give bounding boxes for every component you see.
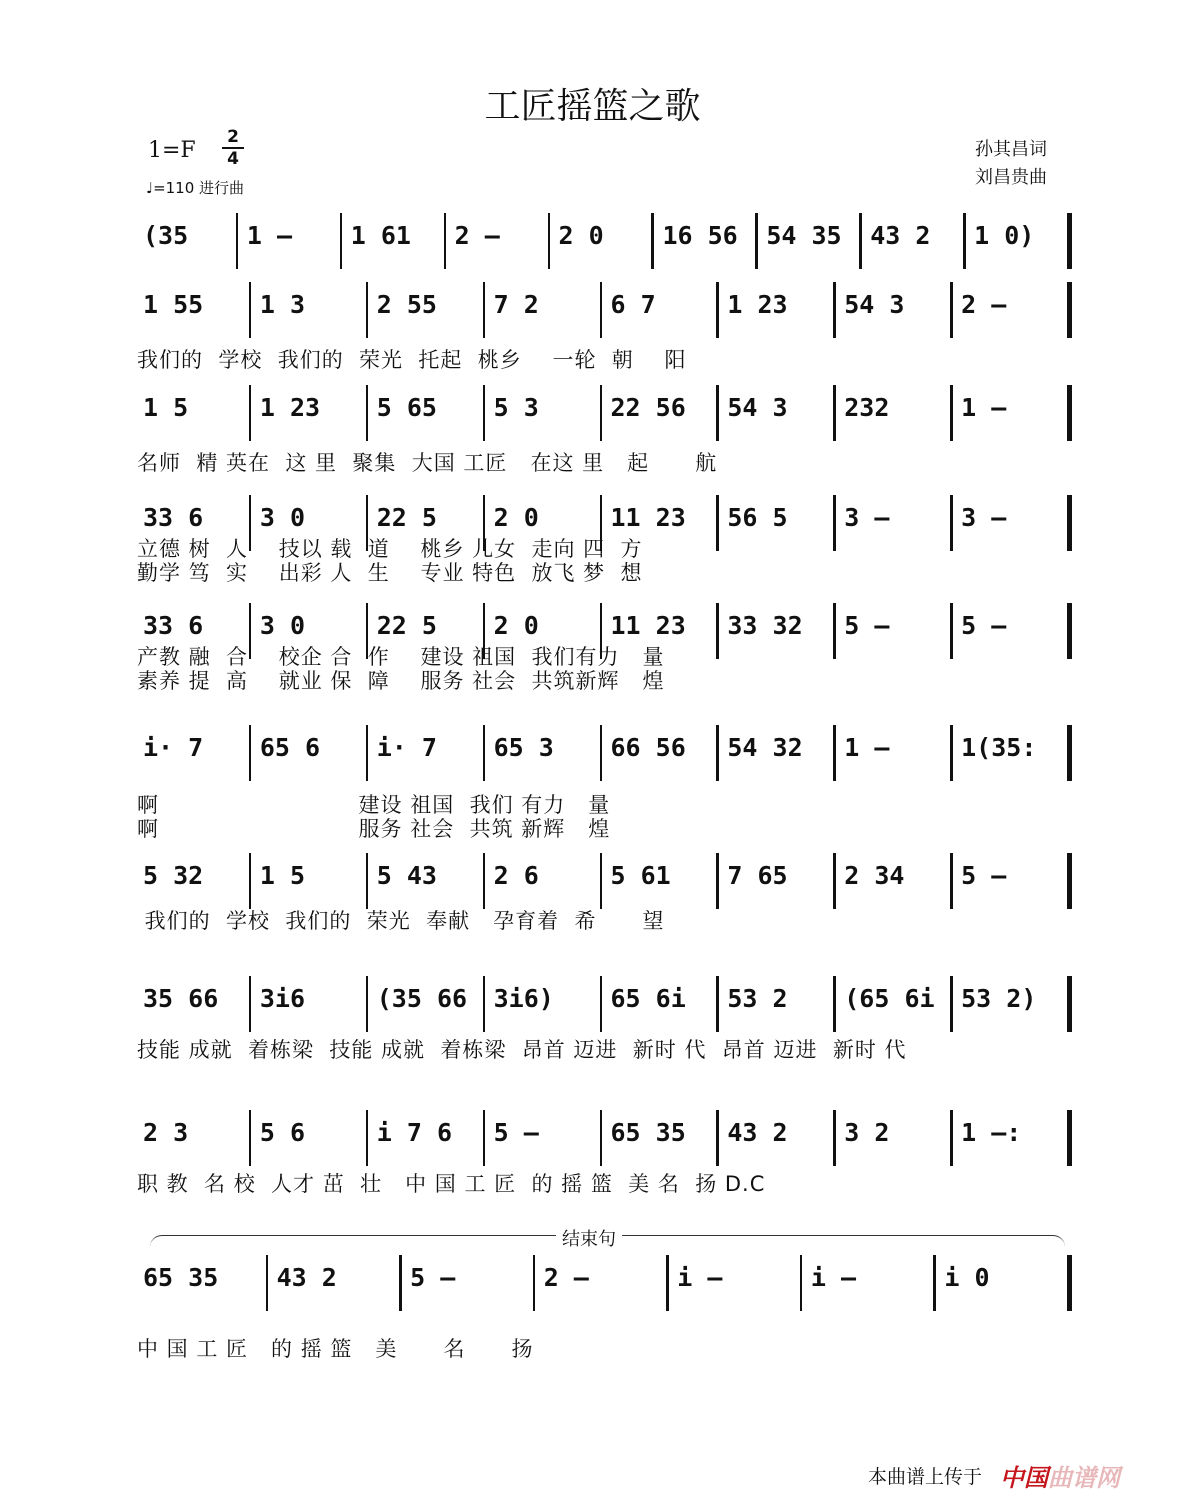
measure-notes: i 0	[944, 1263, 990, 1292]
final-barline	[1067, 853, 1072, 909]
measure-notes: 5 –	[961, 861, 1007, 890]
measure-notes: 1 55	[143, 290, 204, 319]
measure-notes: 1 5	[259, 861, 306, 890]
credits	[975, 136, 1047, 192]
barline	[600, 1110, 603, 1166]
measure-notes: 2 55	[376, 290, 437, 319]
barline	[833, 282, 836, 338]
barline	[340, 213, 343, 269]
barline	[716, 282, 719, 338]
measure-notes: 65 35	[143, 1263, 219, 1292]
barline	[963, 213, 966, 269]
measure-notes: 65 3	[493, 733, 554, 762]
barline	[833, 603, 836, 659]
measure-notes: 1 23	[259, 393, 321, 422]
barline	[366, 853, 369, 909]
measure-notes: 3 –	[844, 503, 890, 532]
final-barline	[1067, 725, 1072, 781]
measure-notes: 54 32	[727, 733, 803, 762]
measure-notes: i –	[677, 1263, 723, 1292]
barline	[716, 603, 719, 659]
measure-notes: 3i6)	[493, 984, 554, 1013]
measure-notes: 1 –	[844, 733, 890, 762]
logo-text-pink: 曲谱网	[1048, 1464, 1120, 1492]
measure-notes: 1 61	[350, 221, 411, 250]
barline	[483, 1110, 486, 1166]
barline	[600, 385, 603, 441]
key-signature: 1=F	[148, 138, 196, 163]
measure-notes: 2 34	[844, 861, 905, 890]
barline	[833, 1110, 836, 1166]
measure-notes: 33 6	[143, 611, 204, 640]
barline	[833, 976, 836, 1032]
barline	[950, 385, 953, 441]
logo-text-red: 中国	[1000, 1464, 1048, 1492]
measure-notes: 2 0	[493, 611, 539, 640]
final-barline	[1067, 282, 1072, 338]
measure-notes: 3i6	[259, 984, 306, 1013]
staff-row	[135, 385, 1075, 475]
measure-notes: 1 0)	[974, 221, 1035, 250]
measure-notes: 53 2)	[961, 984, 1037, 1013]
barline	[483, 853, 486, 909]
lyric-line: 立德 树 人 技以 载 道 桃乡 儿女 走向 四 方	[137, 537, 643, 561]
measure-notes: 5 43	[376, 861, 437, 890]
measure-notes: 11 23	[610, 611, 686, 640]
barline	[483, 725, 486, 781]
barline	[266, 1255, 269, 1311]
measure-notes: 7 65	[727, 861, 788, 890]
barline	[366, 1110, 369, 1166]
barline	[236, 213, 239, 269]
measure-notes: 3 2	[844, 1118, 890, 1147]
barline	[950, 495, 953, 551]
staff-row	[135, 213, 1075, 273]
barline	[399, 1255, 402, 1311]
measure-notes: 35 66	[143, 984, 219, 1013]
measure-notes: 5 –	[961, 611, 1007, 640]
measure-notes: 1 –	[246, 221, 293, 250]
barline	[249, 282, 252, 338]
page-title: 工匠摇篮之歌	[484, 86, 701, 127]
barline	[600, 725, 603, 781]
lyric-line: 中 国 工 匠 的 摇 篮 美 名 扬	[137, 1337, 534, 1361]
barline	[716, 385, 719, 441]
barline	[800, 1255, 803, 1311]
measure-notes: 2 –	[961, 290, 1007, 319]
measure-notes: 7 2	[493, 290, 539, 319]
lyric-line: 啊 建设 祖国 我们 有力 量	[137, 793, 611, 817]
measure-notes: 5 6	[259, 1118, 306, 1147]
measure-notes: 1(35:	[961, 733, 1037, 762]
barline	[444, 213, 447, 269]
staff-row	[135, 1255, 1075, 1361]
measure-notes: 1 23	[727, 290, 788, 319]
measure-notes: 6 7	[610, 290, 656, 319]
final-barline	[1067, 495, 1072, 551]
lyric-line: 职 教 名 校 人才 茁 壮 中 国 工 匠 的 摇 篮 美 名 扬 D.C	[137, 1172, 766, 1196]
barline	[716, 725, 719, 781]
lyric-line: 素养 提 高 就业 保 障 服务 社会 共筑新辉 煌	[137, 669, 665, 693]
measure-notes: 5 –	[844, 611, 890, 640]
measure-notes: (35	[143, 221, 189, 250]
final-barline	[1067, 1110, 1072, 1166]
measure-notes: 5 –	[410, 1263, 456, 1292]
measure-notes: 22 56	[610, 393, 686, 422]
barline	[249, 385, 252, 441]
barline	[600, 282, 603, 338]
measure-notes: 2 0	[558, 221, 604, 250]
measure-notes: 2 0	[493, 503, 539, 532]
measure-notes: 22 5	[376, 611, 437, 640]
measure-notes: 2 6	[493, 861, 539, 890]
measure-notes: 5 65	[376, 393, 437, 422]
measure-notes: 2 –	[454, 221, 500, 250]
staff-row	[135, 1110, 1075, 1196]
measure-notes: 5 32	[143, 861, 204, 890]
barline	[366, 725, 369, 781]
staff-row	[135, 603, 1075, 693]
measure-notes: 22 5	[376, 503, 437, 532]
barline	[483, 385, 486, 441]
measure-notes: 33 6	[143, 503, 204, 532]
measure-notes: 1 –	[961, 393, 1007, 422]
staff-row	[135, 282, 1075, 372]
measure-notes: 65 6i	[610, 984, 686, 1013]
final-barline	[1067, 976, 1072, 1032]
measure-notes: 1 5	[143, 393, 189, 422]
measure-notes: i· 7	[143, 733, 204, 762]
measure-notes: 54 3	[844, 290, 905, 319]
measure-notes: 33 32	[727, 611, 803, 640]
lyricist: 孙其昌词	[975, 139, 1047, 160]
barline	[833, 853, 836, 909]
site-logo	[1000, 1458, 1120, 1493]
time-signature-top: 2	[227, 127, 239, 147]
final-barline	[1067, 213, 1072, 269]
measure-notes: i –	[810, 1263, 856, 1292]
composer: 刘昌贵曲	[975, 167, 1047, 188]
measure-notes: 3 0	[259, 611, 306, 640]
barline	[755, 213, 758, 269]
barline	[833, 385, 836, 441]
measure-notes: 232	[844, 393, 890, 422]
measure-notes: 56 5	[727, 503, 788, 532]
barline	[366, 282, 369, 338]
barline	[366, 385, 369, 441]
measure-notes: 11 23	[610, 503, 686, 532]
barline	[859, 213, 862, 269]
barline	[833, 495, 836, 551]
barline	[950, 725, 953, 781]
barline	[716, 853, 719, 909]
measure-notes: 54 3	[727, 393, 788, 422]
lyric-line: 勤学 笃 实 出彩 人 生 专业 特色 放飞 梦 想	[137, 561, 643, 585]
measure-notes: 2 –	[543, 1263, 589, 1292]
lyric-line: 我们的 学校 我们的 荣光 奉献 孕育着 希 望	[137, 909, 665, 933]
measure-notes: 2 3	[143, 1118, 189, 1147]
lyric-line: 产教 融 合 校企 合 作 建设 祖国 我们有力 量	[137, 645, 665, 669]
measure-notes: 16 56	[662, 221, 738, 250]
barline	[716, 976, 719, 1032]
barline	[483, 282, 486, 338]
measure-notes: i 7 6	[376, 1118, 453, 1147]
barline	[950, 976, 953, 1032]
measure-notes: 3 –	[961, 503, 1007, 532]
measure-notes: 43 2	[870, 221, 931, 250]
measure-notes: 65 6	[259, 733, 321, 762]
measure-notes: 53 2	[727, 984, 788, 1013]
ending-label: 结束句	[556, 1225, 622, 1251]
barline	[716, 495, 719, 551]
barline	[600, 853, 603, 909]
lyric-line: 技能 成就 着栋梁 技能 成就 着栋梁 昂首 迈进 新时 代 昂首 迈进 新时 代	[137, 1038, 907, 1062]
measure-notes: 3 0	[259, 503, 306, 532]
barline	[716, 1110, 719, 1166]
measure-notes: 1 3	[259, 290, 306, 319]
staff-row	[135, 725, 1075, 841]
barline	[548, 213, 551, 269]
time-signature	[222, 128, 244, 168]
measure-notes: 54 35	[766, 221, 842, 250]
barline	[249, 725, 252, 781]
measure-notes: 5 –	[493, 1118, 539, 1147]
lyric-line: 啊 服务 社会 共筑 新辉 煌	[137, 817, 611, 841]
measure-notes: 43 2	[276, 1263, 337, 1292]
measure-notes: 5 61	[610, 861, 671, 890]
barline	[950, 1110, 953, 1166]
barline	[666, 1255, 669, 1311]
measure-notes: 65 35	[610, 1118, 686, 1147]
final-barline	[1067, 603, 1072, 659]
measure-notes: 5 3	[493, 393, 539, 422]
measure-notes: 43 2	[727, 1118, 788, 1147]
barline	[249, 1110, 252, 1166]
final-barline	[1067, 1255, 1072, 1311]
final-barline	[1067, 385, 1072, 441]
barline	[249, 853, 252, 909]
barline	[600, 976, 603, 1032]
barline	[950, 853, 953, 909]
measure-notes: 1 –:	[961, 1118, 1022, 1147]
barline	[933, 1255, 936, 1311]
measure-notes: i· 7	[376, 733, 437, 762]
measure-notes: (35 66	[376, 984, 468, 1013]
barline	[833, 725, 836, 781]
measure-notes: 66 56	[610, 733, 686, 762]
barline	[950, 282, 953, 338]
staff-row	[135, 976, 1075, 1062]
staff-row	[135, 495, 1075, 585]
lyric-line: 我们的 学校 我们的 荣光 托起 桃乡 一轮 朝 阳	[137, 348, 687, 372]
measure-notes: (65 6i	[844, 984, 935, 1013]
barline	[533, 1255, 536, 1311]
staff-row	[135, 853, 1075, 933]
barline	[651, 213, 654, 269]
tempo-marking: ♩=110 进行曲	[146, 179, 245, 197]
footer-text: 本曲谱上传于	[868, 1466, 983, 1488]
lyric-line: 名师 精 英在 这 里 聚集 大国 工匠 在这 里 起 航	[137, 451, 718, 475]
barline	[249, 976, 252, 1032]
time-signature-bottom: 4	[227, 149, 239, 169]
barline	[950, 603, 953, 659]
barline	[483, 976, 486, 1032]
barline	[366, 976, 369, 1032]
